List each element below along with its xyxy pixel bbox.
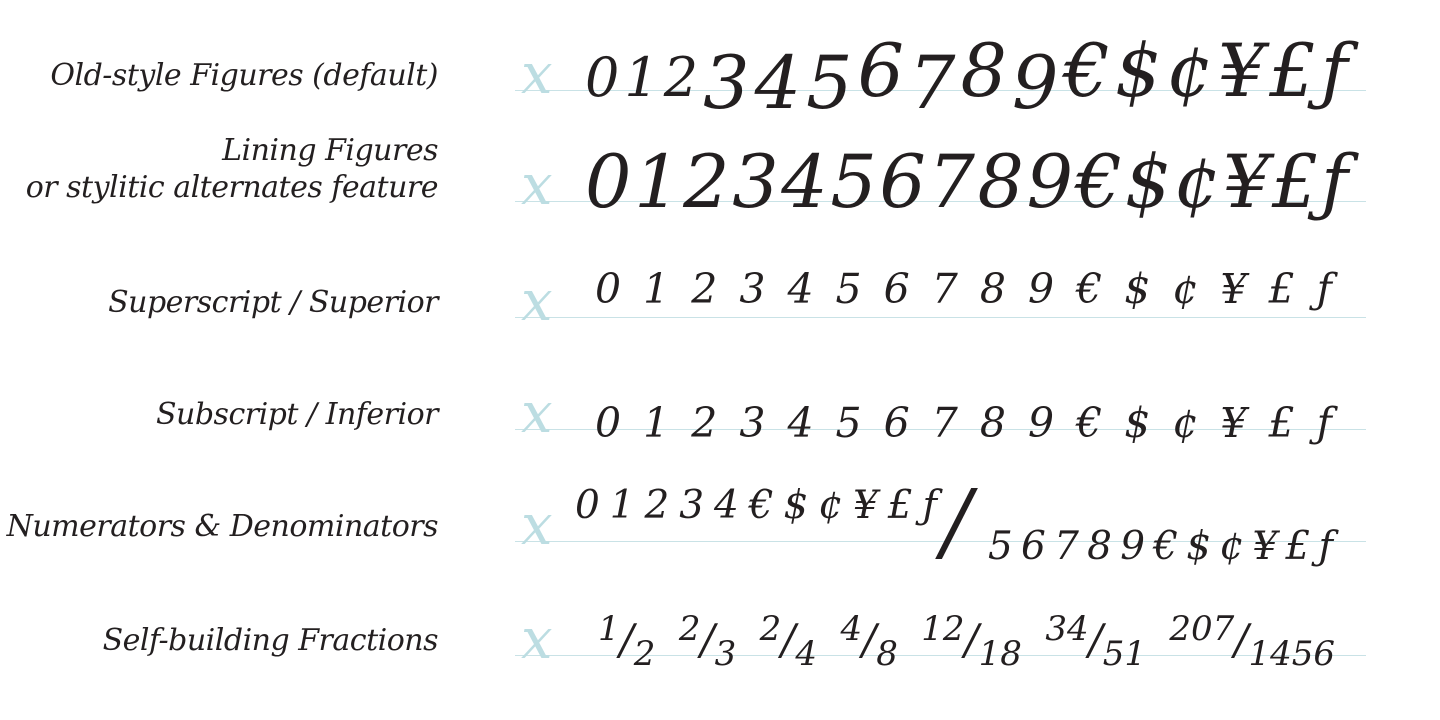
row-label <box>0 623 438 660</box>
fraction <box>1045 609 1146 674</box>
glyph-row-superscript <box>595 265 1332 313</box>
glyph: 2 <box>644 483 670 528</box>
fraction <box>921 609 1022 674</box>
glyph: 6 <box>879 140 926 225</box>
glyph: 6 <box>883 265 910 313</box>
glyph: ¥ <box>1252 524 1278 569</box>
glyph-row-subscript <box>595 399 1332 447</box>
x-height-marker: x <box>521 269 553 334</box>
glyph: ƒ <box>1316 399 1332 447</box>
glyph: £ <box>1271 140 1319 225</box>
fraction <box>598 609 656 674</box>
glyph: ¥ <box>1220 265 1247 313</box>
glyph: ¥ <box>1220 399 1247 447</box>
baseline-rule <box>515 317 1366 318</box>
fraction <box>759 609 818 674</box>
glyph: € <box>1076 265 1103 313</box>
glyph: 1 <box>643 265 670 313</box>
fraction <box>840 609 898 674</box>
glyph-row-fractions <box>598 609 1335 674</box>
glyph: € <box>1063 29 1110 114</box>
glyph: 5 <box>988 524 1013 569</box>
fraction-slash: / <box>619 615 634 664</box>
row-label <box>0 133 438 206</box>
glyph: 6 <box>1021 524 1046 569</box>
row-fractions <box>0 563 1440 698</box>
glyph: £ <box>887 483 913 528</box>
glyph: € <box>1153 524 1179 569</box>
glyph: 4 <box>754 41 802 126</box>
glyph: ¢ <box>1166 29 1213 114</box>
glyph: ¢ <box>1219 524 1245 569</box>
glyph: ¥ <box>1222 140 1270 225</box>
glyph: 4 <box>787 265 814 313</box>
fraction-num: 2 <box>759 609 782 649</box>
glyph: ƒ <box>922 483 937 528</box>
glyph: ¢ <box>1172 265 1199 313</box>
x-height-marker: x <box>521 493 553 558</box>
glyph: 2 <box>691 399 718 447</box>
glyph: 4 <box>787 399 814 447</box>
glyph: 6 <box>883 399 910 447</box>
glyph: $ <box>1186 524 1212 569</box>
glyph: 5 <box>835 265 862 313</box>
glyph: 3 <box>739 265 766 313</box>
row-label-text: Self-building Fractions <box>102 623 438 658</box>
glyph: 3 <box>739 399 766 447</box>
row-label <box>0 285 438 322</box>
glyph: 7 <box>909 41 956 126</box>
glyph: 8 <box>960 29 1007 114</box>
glyph: ¢ <box>1173 140 1221 225</box>
glyph: £ <box>1268 265 1295 313</box>
fraction-den: 18 <box>978 634 1022 674</box>
fraction-num: 4 <box>840 609 863 649</box>
fraction-slash: / <box>862 615 877 664</box>
glyph: 2 <box>663 46 699 109</box>
glyph: £ <box>1268 399 1295 447</box>
glyph: 1 <box>643 399 670 447</box>
fraction-num: 12 <box>921 609 965 649</box>
glyph: $ <box>1124 399 1151 447</box>
glyph: 8 <box>977 140 1024 225</box>
glyph-row-denominators <box>988 524 1333 569</box>
glyph-row-lining <box>585 140 1348 225</box>
glyph: ¥ <box>853 483 878 528</box>
glyph: 9 <box>1120 524 1146 569</box>
glyph: ¢ <box>818 483 844 528</box>
x-height-marker: x <box>521 153 553 218</box>
glyph: 6 <box>857 29 904 114</box>
glyph: ¢ <box>1172 399 1199 447</box>
row-label <box>0 509 438 546</box>
fraction-den: 51 <box>1102 634 1146 674</box>
row-label-text: Subscript / Inferior <box>155 397 438 432</box>
fraction-num: 34 <box>1045 609 1089 649</box>
row-label-text: Old-style Figures (default) <box>50 58 438 93</box>
fraction-slash: / <box>942 472 971 572</box>
fraction-num: 1 <box>598 609 620 649</box>
row-lining-figures <box>0 109 1440 244</box>
fraction-den: 3 <box>714 634 737 674</box>
fraction-num: 207 <box>1169 609 1235 649</box>
glyph: 8 <box>979 265 1006 313</box>
glyph: ƒ <box>1316 265 1332 313</box>
glyph: 1 <box>634 140 681 225</box>
glyph: ƒ <box>1320 140 1348 225</box>
glyph: 9 <box>1027 399 1055 447</box>
glyph: £ <box>1285 524 1311 569</box>
fraction-slash: / <box>964 615 979 664</box>
glyph-row-numerators <box>575 483 937 528</box>
row-label-text: Numerators & Denominators <box>6 509 438 544</box>
x-height-marker: x <box>521 607 553 672</box>
glyph: 3 <box>732 140 779 225</box>
glyph: € <box>1075 140 1123 225</box>
glyph: € <box>748 483 774 528</box>
row-label <box>0 58 438 95</box>
glyph: 3 <box>679 483 705 528</box>
glyph: 8 <box>1087 524 1112 569</box>
glyph: 0 <box>585 140 632 225</box>
glyph: 7 <box>931 265 958 313</box>
glyph: 0 <box>575 483 600 528</box>
glyph: 5 <box>830 140 877 225</box>
x-height-marker: x <box>521 381 553 446</box>
glyph: 4 <box>714 483 739 528</box>
glyph: 4 <box>781 140 828 225</box>
fraction-den: 2 <box>633 634 656 674</box>
fraction <box>1169 609 1335 674</box>
glyph: ƒ <box>1320 29 1348 114</box>
fraction-slash: / <box>781 615 796 664</box>
glyph: € <box>1076 399 1103 447</box>
glyph: 3 <box>703 41 750 126</box>
glyph: $ <box>1114 29 1162 114</box>
row-label-text-line1: Lining Figures <box>222 133 438 168</box>
glyph: ¥ <box>1217 29 1265 114</box>
glyph: 5 <box>835 399 862 447</box>
glyph: $ <box>1124 265 1151 313</box>
glyph: 7 <box>931 399 958 447</box>
glyph: 2 <box>691 265 718 313</box>
glyph: 2 <box>683 140 730 225</box>
row-label-text-line2: or stylitic alternates feature <box>25 169 438 205</box>
glyph: 0 <box>585 46 620 109</box>
glyph: 9 <box>1026 140 1074 225</box>
row-label-text: Superscript / Superior <box>108 285 438 320</box>
glyph-row-oldstyle <box>585 29 1348 126</box>
glyph: 9 <box>1011 41 1059 126</box>
row-label <box>0 397 438 434</box>
glyph: 0 <box>595 399 622 447</box>
glyph: 7 <box>1054 524 1079 569</box>
glyph: 9 <box>1027 265 1055 313</box>
fraction-den: 4 <box>795 634 818 674</box>
glyph: 0 <box>595 265 622 313</box>
fraction-den: 8 <box>876 634 898 674</box>
glyph: $ <box>1124 140 1172 225</box>
x-height-marker: x <box>521 42 553 107</box>
fraction-slash: / <box>1234 615 1249 664</box>
glyph: 8 <box>979 399 1006 447</box>
fraction <box>678 609 737 674</box>
glyph: 1 <box>609 483 635 528</box>
fraction-slash: / <box>700 615 715 664</box>
glyph: 1 <box>624 46 659 109</box>
glyph: £ <box>1269 29 1316 114</box>
fraction-slash: / <box>1088 615 1103 664</box>
fraction-den: 1456 <box>1248 634 1335 674</box>
glyph: ƒ <box>1318 524 1333 569</box>
glyph: 7 <box>928 140 975 225</box>
glyph: 5 <box>806 41 853 126</box>
glyph: $ <box>783 483 809 528</box>
fraction-num: 2 <box>678 609 701 649</box>
